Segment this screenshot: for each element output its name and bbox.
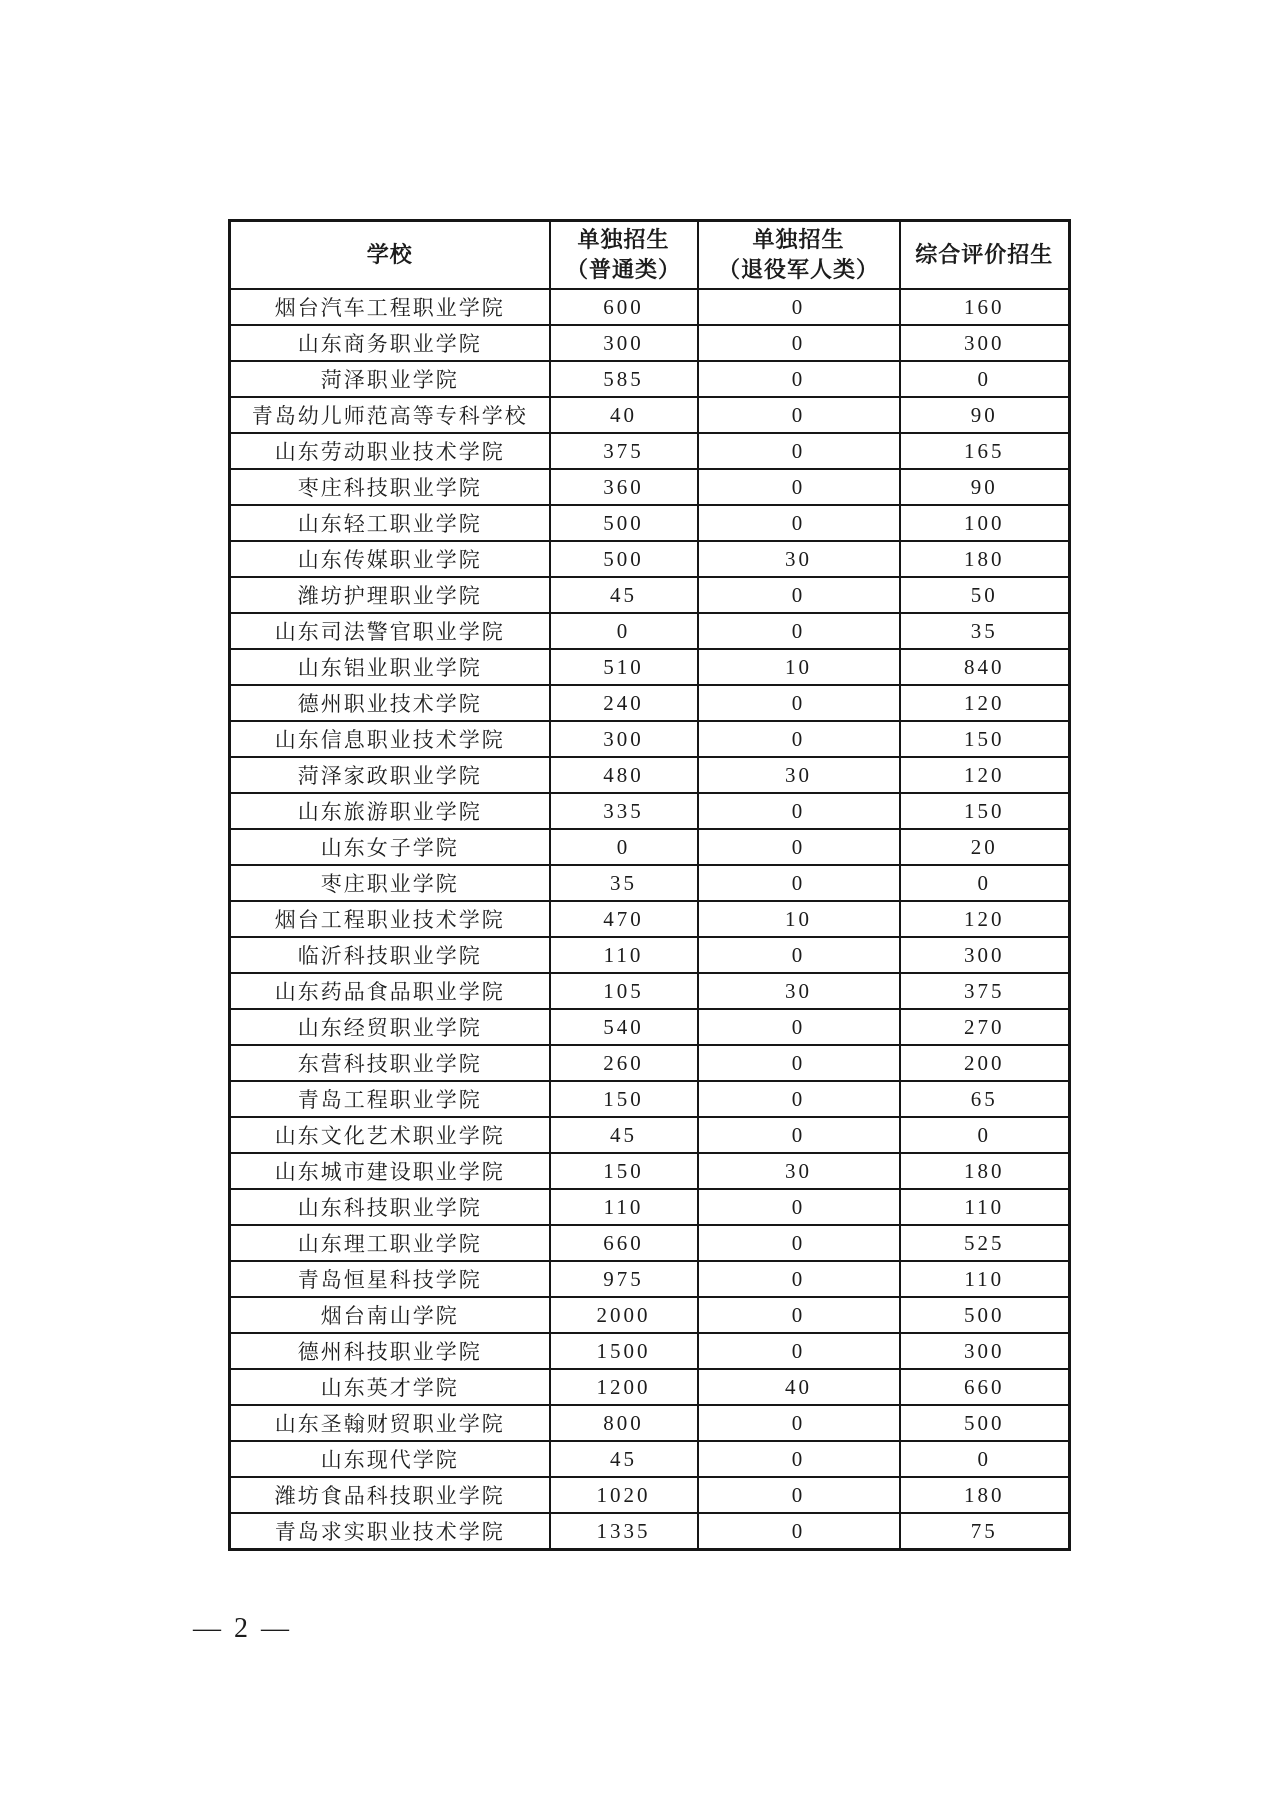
table-row: [230, 1513, 1070, 1550]
table-row: [230, 505, 1070, 541]
separate-veteran-cell: 30: [698, 757, 900, 793]
separate-general-cell: 660: [550, 1225, 698, 1261]
separate-veteran-cell: 0: [698, 1261, 900, 1297]
comprehensive-cell: 120: [900, 901, 1070, 937]
separate-general-cell: 975: [550, 1261, 698, 1297]
col-header-separate-veteran-line2: （退役军人类）: [717, 257, 879, 282]
col-header-comprehensive: [900, 221, 1070, 290]
table-row: [230, 1009, 1070, 1045]
col-header-school: [230, 221, 550, 290]
table-header: [230, 221, 1070, 290]
separate-veteran-cell: 0: [698, 325, 900, 361]
separate-general-cell: 1335: [550, 1513, 698, 1550]
table-row: [230, 397, 1070, 433]
separate-general-cell: 800: [550, 1405, 698, 1441]
separate-general-cell: 110: [550, 1189, 698, 1225]
separate-general-cell: 335: [550, 793, 698, 829]
table-row: [230, 685, 1070, 721]
school-cell: 山东经贸职业学院: [230, 1009, 550, 1045]
table-row: [230, 649, 1070, 685]
separate-general-cell: 500: [550, 541, 698, 577]
separate-general-cell: 540: [550, 1009, 698, 1045]
school-cell: 菏泽职业学院: [230, 361, 550, 397]
separate-general-cell: 105: [550, 973, 698, 1009]
table-row: [230, 937, 1070, 973]
separate-veteran-cell: 0: [698, 685, 900, 721]
school-cell: 山东理工职业学院: [230, 1225, 550, 1261]
school-cell: 青岛恒星科技学院: [230, 1261, 550, 1297]
page-number: — 2 —: [193, 1613, 292, 1644]
separate-veteran-cell: 0: [698, 721, 900, 757]
table-row: [230, 613, 1070, 649]
col-header-separate-veteran: [698, 221, 900, 290]
separate-general-cell: 240: [550, 685, 698, 721]
table-row: [230, 865, 1070, 901]
comprehensive-cell: 375: [900, 973, 1070, 1009]
separate-general-cell: 260: [550, 1045, 698, 1081]
separate-veteran-cell: 0: [698, 289, 900, 325]
separate-veteran-cell: 0: [698, 1117, 900, 1153]
comprehensive-cell: 20: [900, 829, 1070, 865]
table-row: [230, 1405, 1070, 1441]
separate-veteran-cell: 0: [698, 1333, 900, 1369]
school-cell: 菏泽家政职业学院: [230, 757, 550, 793]
table-row: [230, 1369, 1070, 1405]
separate-general-cell: 500: [550, 505, 698, 541]
separate-general-cell: 45: [550, 577, 698, 613]
separate-general-cell: 600: [550, 289, 698, 325]
comprehensive-cell: 0: [900, 1117, 1070, 1153]
comprehensive-cell: 300: [900, 937, 1070, 973]
separate-general-cell: 2000: [550, 1297, 698, 1333]
school-cell: 潍坊护理职业学院: [230, 577, 550, 613]
separate-veteran-cell: 30: [698, 1153, 900, 1189]
school-cell: 青岛幼儿师范高等专科学校: [230, 397, 550, 433]
comprehensive-cell: 660: [900, 1369, 1070, 1405]
school-cell: 临沂科技职业学院: [230, 937, 550, 973]
separate-veteran-cell: 0: [698, 829, 900, 865]
comprehensive-cell: 150: [900, 793, 1070, 829]
separate-veteran-cell: 40: [698, 1369, 900, 1405]
table-row: [230, 973, 1070, 1009]
table-row: [230, 793, 1070, 829]
separate-general-cell: 0: [550, 829, 698, 865]
separate-veteran-cell: 0: [698, 1189, 900, 1225]
separate-veteran-cell: 0: [698, 1477, 900, 1513]
col-header-school-label: 学校: [366, 242, 413, 267]
separate-general-cell: 480: [550, 757, 698, 793]
comprehensive-cell: 0: [900, 865, 1070, 901]
table-row: [230, 1477, 1070, 1513]
school-cell: 潍坊食品科技职业学院: [230, 1477, 550, 1513]
separate-general-cell: 1020: [550, 1477, 698, 1513]
comprehensive-cell: 65: [900, 1081, 1070, 1117]
separate-general-cell: 45: [550, 1117, 698, 1153]
school-cell: 山东商务职业学院: [230, 325, 550, 361]
table-row: [230, 1441, 1070, 1477]
table-row: [230, 577, 1070, 613]
separate-veteran-cell: 0: [698, 361, 900, 397]
comprehensive-cell: 160: [900, 289, 1070, 325]
comprehensive-cell: 0: [900, 361, 1070, 397]
separate-veteran-cell: 0: [698, 1513, 900, 1550]
separate-veteran-cell: 30: [698, 973, 900, 1009]
col-header-separate-veteran-line1: 单独招生: [752, 227, 845, 252]
separate-general-cell: 110: [550, 937, 698, 973]
table-row: [230, 829, 1070, 865]
separate-general-cell: 470: [550, 901, 698, 937]
school-cell: 烟台工程职业技术学院: [230, 901, 550, 937]
separate-general-cell: 360: [550, 469, 698, 505]
school-cell: 德州科技职业学院: [230, 1333, 550, 1369]
comprehensive-cell: 300: [900, 325, 1070, 361]
table-row: [230, 1189, 1070, 1225]
separate-veteran-cell: 30: [698, 541, 900, 577]
separate-general-cell: 0: [550, 613, 698, 649]
comprehensive-cell: 200: [900, 1045, 1070, 1081]
separate-general-cell: 35: [550, 865, 698, 901]
school-cell: 山东英才学院: [230, 1369, 550, 1405]
separate-veteran-cell: 0: [698, 433, 900, 469]
school-cell: 枣庄科技职业学院: [230, 469, 550, 505]
separate-veteran-cell: 0: [698, 793, 900, 829]
school-cell: 青岛工程职业学院: [230, 1081, 550, 1117]
separate-veteran-cell: 0: [698, 1045, 900, 1081]
table-row: [230, 901, 1070, 937]
table-row: [230, 1045, 1070, 1081]
school-cell: 山东轻工职业学院: [230, 505, 550, 541]
comprehensive-cell: 110: [900, 1261, 1070, 1297]
comprehensive-cell: 270: [900, 1009, 1070, 1045]
table-row: [230, 469, 1070, 505]
school-cell: 山东现代学院: [230, 1441, 550, 1477]
school-cell: 山东圣翰财贸职业学院: [230, 1405, 550, 1441]
col-header-comprehensive-label: 综合评价招生: [915, 242, 1054, 267]
comprehensive-cell: 525: [900, 1225, 1070, 1261]
separate-veteran-cell: 10: [698, 649, 900, 685]
separate-general-cell: 1500: [550, 1333, 698, 1369]
comprehensive-cell: 75: [900, 1513, 1070, 1550]
school-cell: 山东信息职业技术学院: [230, 721, 550, 757]
separate-veteran-cell: 0: [698, 1225, 900, 1261]
separate-general-cell: 585: [550, 361, 698, 397]
school-cell: 山东城市建设职业学院: [230, 1153, 550, 1189]
table-row: [230, 1153, 1070, 1189]
school-cell: 山东药品食品职业学院: [230, 973, 550, 1009]
school-cell: 烟台汽车工程职业学院: [230, 289, 550, 325]
table-body: [230, 289, 1070, 1550]
table-row: [230, 1117, 1070, 1153]
table-row: [230, 289, 1070, 325]
school-cell: 东营科技职业学院: [230, 1045, 550, 1081]
table-row: [230, 1081, 1070, 1117]
separate-general-cell: 45: [550, 1441, 698, 1477]
separate-veteran-cell: 0: [698, 1405, 900, 1441]
school-cell: 山东科技职业学院: [230, 1189, 550, 1225]
separate-general-cell: 150: [550, 1081, 698, 1117]
comprehensive-cell: 180: [900, 1477, 1070, 1513]
separate-general-cell: 375: [550, 433, 698, 469]
school-cell: 烟台南山学院: [230, 1297, 550, 1333]
col-header-separate-general-line1: 单独招生: [577, 227, 670, 252]
separate-general-cell: 300: [550, 325, 698, 361]
separate-general-cell: 150: [550, 1153, 698, 1189]
comprehensive-cell: 840: [900, 649, 1070, 685]
school-cell: 山东劳动职业技术学院: [230, 433, 550, 469]
comprehensive-cell: 90: [900, 469, 1070, 505]
table-row: [230, 541, 1070, 577]
separate-veteran-cell: 0: [698, 469, 900, 505]
col-header-separate-general-line2: （普通类）: [565, 257, 681, 282]
comprehensive-cell: 500: [900, 1297, 1070, 1333]
separate-veteran-cell: 10: [698, 901, 900, 937]
comprehensive-cell: 150: [900, 721, 1070, 757]
table-row: [230, 1225, 1070, 1261]
table-row: [230, 325, 1070, 361]
comprehensive-cell: 300: [900, 1333, 1070, 1369]
separate-general-cell: 40: [550, 397, 698, 433]
separate-veteran-cell: 0: [698, 937, 900, 973]
separate-veteran-cell: 0: [698, 397, 900, 433]
school-cell: 枣庄职业学院: [230, 865, 550, 901]
comprehensive-cell: 165: [900, 433, 1070, 469]
separate-general-cell: 1200: [550, 1369, 698, 1405]
separate-general-cell: 300: [550, 721, 698, 757]
separate-veteran-cell: 0: [698, 613, 900, 649]
separate-general-cell: 510: [550, 649, 698, 685]
school-cell: 山东司法警官职业学院: [230, 613, 550, 649]
col-header-separate-general: [550, 221, 698, 290]
comprehensive-cell: 180: [900, 1153, 1070, 1189]
separate-veteran-cell: 0: [698, 1441, 900, 1477]
comprehensive-cell: 180: [900, 541, 1070, 577]
comprehensive-cell: 120: [900, 685, 1070, 721]
header-row: [230, 221, 1070, 290]
table-row: [230, 757, 1070, 793]
school-cell: 山东文化艺术职业学院: [230, 1117, 550, 1153]
separate-veteran-cell: 0: [698, 1081, 900, 1117]
comprehensive-cell: 90: [900, 397, 1070, 433]
school-cell: 山东旅游职业学院: [230, 793, 550, 829]
comprehensive-cell: 100: [900, 505, 1070, 541]
separate-veteran-cell: 0: [698, 577, 900, 613]
table-row: [230, 1333, 1070, 1369]
school-cell: 德州职业技术学院: [230, 685, 550, 721]
enrollment-table: [228, 219, 1071, 1551]
school-cell: 山东传媒职业学院: [230, 541, 550, 577]
table-row: [230, 1261, 1070, 1297]
separate-veteran-cell: 0: [698, 865, 900, 901]
table-row: [230, 1297, 1070, 1333]
comprehensive-cell: 500: [900, 1405, 1070, 1441]
school-cell: 山东铝业职业学院: [230, 649, 550, 685]
comprehensive-cell: 110: [900, 1189, 1070, 1225]
school-cell: 山东女子学院: [230, 829, 550, 865]
comprehensive-cell: 50: [900, 577, 1070, 613]
table-row: [230, 361, 1070, 397]
separate-veteran-cell: 0: [698, 1009, 900, 1045]
comprehensive-cell: 0: [900, 1441, 1070, 1477]
separate-veteran-cell: 0: [698, 505, 900, 541]
table-row: [230, 721, 1070, 757]
separate-veteran-cell: 0: [698, 1297, 900, 1333]
school-cell: 青岛求实职业技术学院: [230, 1513, 550, 1550]
comprehensive-cell: 120: [900, 757, 1070, 793]
table-row: [230, 433, 1070, 469]
comprehensive-cell: 35: [900, 613, 1070, 649]
